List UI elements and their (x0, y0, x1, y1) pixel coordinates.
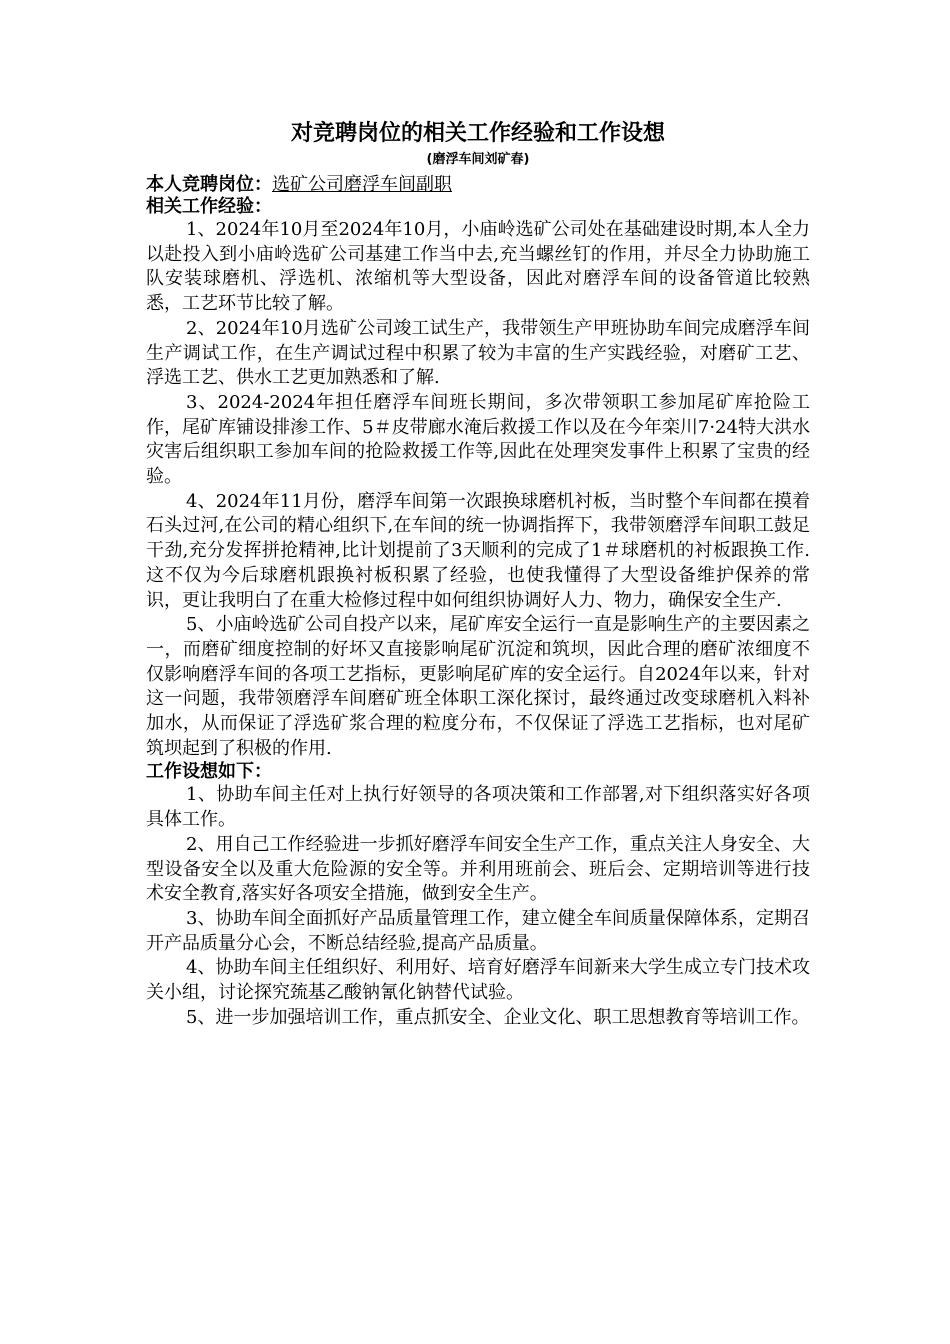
experience-paragraph: 5、小庙岭选矿公司自投产以来，尾矿库安全运行一直是影响生产的主要因素之一，而磨矿细度控制的好坏又直接影响尾矿沉淀和筑坝，因此合理的磨矿浓细度不仅影响磨浮车间的各项工艺指标，更影响尾矿库的安全运行。自2024年以来，针对这一问题，我带领磨浮车间磨矿班全体职工深化探讨，最终通过改变球磨机入料补加水，从而保证了浮选矿浆合理的粒度分布，不仅保证了浮选工艺指标，也对尾矿筑坝起到了积极的作用. (146, 614, 810, 759)
experience-heading: 相关工作经验： (146, 196, 272, 217)
plans-heading: 工作设想如下： (146, 761, 272, 783)
document-title: 对竞聘岗位的相关工作经验和工作设想 (290, 121, 665, 146)
plan-paragraph: 1、协助车间主任对上执行好领导的各项决策和工作部署,对下组织落实好各项具体工作。 (146, 784, 810, 831)
position-value: 选矿公司磨浮车间副职 (272, 174, 452, 195)
plan-paragraph: 4、协助车间主任组织好、利用好、培育好磨浮车间新来大学生成立专门技术攻关小组，讨论探究巯基乙酸钠氰化钠替代试验。 (146, 957, 810, 1004)
experience-paragraph: 1、2024年10月至2024年10月，小庙岭选矿公司处在基础建设时期,本人全力以赴投入到小庙岭选矿公司基建工作当中去,充当螺丝钉的作用，并尽全力协助施工队安装球磨机、浮选机、浓缩机等大型设备，因此对磨浮车间的设备管道比较熟悉，工艺环节比较了解。 (146, 219, 810, 315)
position-line (146, 174, 810, 196)
experience-paragraph: 4、2024年11月份，磨浮车间第一次跟换球磨机衬板，当时整个车间都在摸着石头过河,在公司的精心组织下,在车间的统一协调指挥下，我带领磨浮车间职工鼓足干劲,充分发挥拼抢精神,比计划提前了3天顺利的完成了1＃球磨机的衬板跟换工作.这不仅为今后球磨机跟换衬板积累了经验，也使我懂得了大型设备维护保养的常识，更让我明白了在重大检修过程中如何组织协调好人力、物力，确保安全生产. (146, 490, 810, 611)
document-content (146, 118, 810, 1031)
position-label: 本人竞聘岗位： (146, 174, 272, 195)
plan-paragraph: 2、用自己工作经验进一步抓好磨浮车间安全生产工作，重点关注人身安全、大型设备安全以及重大危险源的安全等。并利用班前会、班后会、定期培训等进行技术安全教育,落实好各项安全措施，做到安全生产。 (146, 833, 810, 905)
document-subtitle: (磨浮车间刘矿春) (426, 152, 530, 167)
experience-paragraph: 3、2024-2024年担任磨浮车间班长期间，多次带领职工参加尾矿库抢险工作，尾矿库铺设排渗工作、5＃皮带廊水淹后救援工作以及在今年栾川7·24特大洪水灾害后组织职工参加车间的抢险救援工作等,因此在处理突发事件上积累了宝贵的经验。 (146, 391, 810, 488)
plan-paragraph: 5、进一步加强培训工作，重点抓安全、企业文化、职工思想教育等培训工作。 (186, 1006, 810, 1028)
plan-paragraph: 3、协助车间全面抓好产品质量管理工作，建立健全车间质量保障体系，定期召开产品质量分心会，不断总结经验,提高产品质量。 (146, 907, 810, 954)
experience-paragraph: 2、2024年10月选矿公司竣工试生产，我带领生产甲班协助车间完成磨浮车间生产调试工作，在生产调试过程中积累了较为丰富的生产实践经验，对磨矿工艺、浮选工艺、供水工艺更加熟悉和了解. (146, 317, 810, 389)
